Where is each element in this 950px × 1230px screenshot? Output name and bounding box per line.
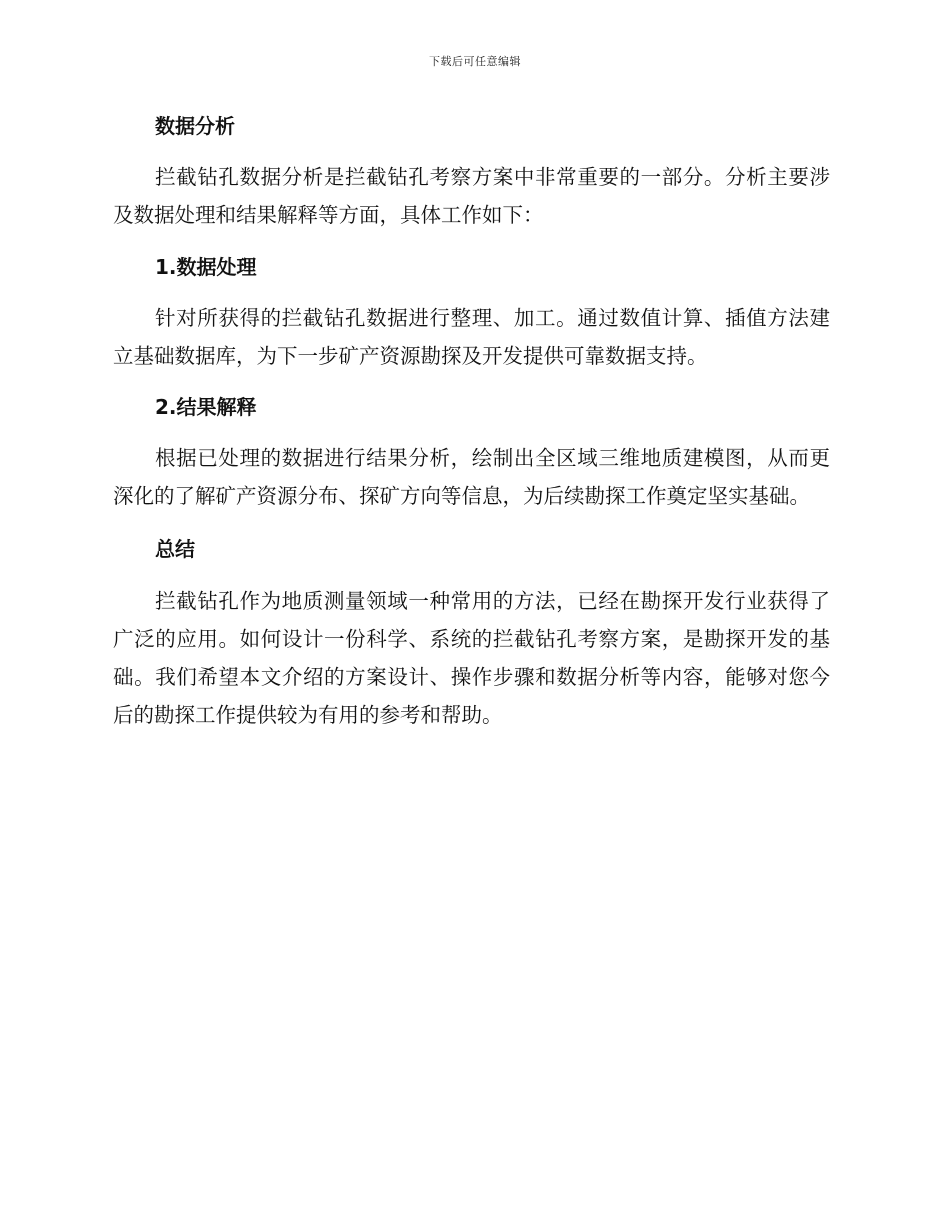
subsection-title-data-processing: 1.数据处理 (155, 255, 257, 279)
document-content (113, 110, 830, 734)
paragraph-data-analysis-intro: 拦截钻孔数据分析是拦截钻孔考察方案中非常重要的一部分。分析主要涉及数据处理和结果解释等方面，具体工作如下： (113, 165, 830, 227)
section-title-data-analysis: 数据分析 (155, 114, 235, 138)
subsection-title-result-interpretation: 2.结果解释 (155, 395, 257, 419)
section-title-summary: 总结 (155, 537, 195, 561)
paragraph-summary: 拦截钻孔作为地质测量领域一种常用的方法，已经在勘探开发行业获得了广泛的应用。如何设计一份科学、系统的拦截钻孔考察方案，是勘探开发的基础。我们希望本文介绍的方案设计、操作步骤和数据分析等内容，能够对您今后的勘探工作提供较为有用的参考和帮助。 (113, 589, 830, 727)
paragraph-data-processing: 针对所获得的拦截钻孔数据进行整理、加工。通过数值计算、插值方法建立基础数据库，为下一步矿产资源勘探及开发提供可靠数据支持。 (113, 306, 830, 368)
page-header-note: 下载后可任意编辑 (429, 55, 521, 68)
paragraph-result-interpretation: 根据已处理的数据进行结果分析，绘制出全区域三维地质建模图，从而更深化的了解矿产资源分布、探矿方向等信息，为后续勘探工作奠定坚实基础。 (113, 446, 830, 508)
